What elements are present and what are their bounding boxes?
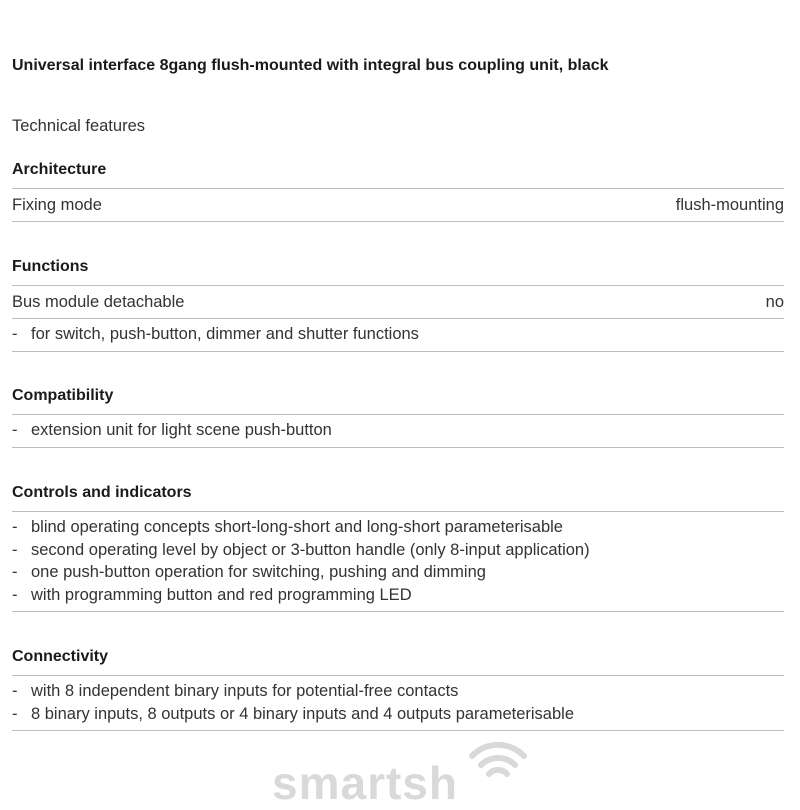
section-heading: Compatibility	[12, 384, 784, 415]
list-item	[12, 680, 784, 703]
property-label: Fixing mode	[12, 195, 102, 214]
bullet-marker: -	[12, 325, 18, 343]
section-compatibility	[12, 384, 784, 448]
property-label: Bus module detachable	[12, 292, 185, 311]
bullet-list	[12, 319, 784, 352]
bullet-marker: -	[12, 563, 18, 581]
list-item	[12, 539, 784, 562]
bullet-marker: -	[12, 682, 18, 700]
technical-features-label: Technical features	[12, 117, 145, 135]
section-heading: Architecture	[12, 158, 784, 189]
list-item	[12, 516, 784, 539]
bullet-text: 8 binary inputs, 8 outputs or 4 binary inputs and 4 outputs parameterisable	[31, 704, 575, 723]
watermark-text: smartsh	[272, 757, 458, 809]
list-item	[12, 561, 784, 584]
bullet-text: one push-button operation for switching, pushing and dimming	[31, 563, 486, 581]
bullet-list	[12, 676, 784, 731]
bullet-text: with programming button and red programming LED	[31, 585, 412, 604]
property-row-bus-module-detachable	[12, 286, 784, 319]
bullet-marker: -	[12, 540, 18, 559]
bullet-marker: -	[12, 585, 18, 604]
product-title: Universal interface 8gang flush-mounted with integral bus coupling unit, black	[12, 57, 609, 74]
bullet-text: extension unit for light scene push-button	[31, 421, 332, 439]
watermark-logo	[272, 738, 532, 809]
property-value: flush-mounting	[675, 195, 784, 214]
section-heading: Functions	[12, 255, 784, 286]
bullet-text: with 8 independent binary inputs for potential-free contacts	[31, 682, 459, 700]
bullet-text: for switch, push-button, dimmer and shutter functions	[31, 325, 419, 343]
bullet-list	[12, 415, 784, 448]
property-row-fixing-mode	[12, 189, 784, 222]
bullet-text: second operating level by object or 3-button handle (only 8-input application)	[31, 540, 590, 559]
property-value: no	[765, 292, 784, 311]
list-item	[12, 419, 784, 442]
bullet-marker: -	[12, 704, 18, 723]
list-item	[12, 323, 784, 346]
bullet-list	[12, 512, 784, 612]
bullet-marker: -	[12, 421, 18, 439]
list-item	[12, 703, 784, 726]
section-heading: Connectivity	[12, 645, 784, 676]
wifi-icon	[468, 738, 528, 782]
section-heading: Controls and indicators	[12, 481, 784, 512]
bullet-text: blind operating concepts short-long-short and long-short parameterisable	[31, 518, 563, 536]
list-item	[12, 584, 784, 607]
section-connectivity	[12, 645, 784, 731]
section-controls-and-indicators	[12, 481, 784, 612]
section-architecture	[12, 158, 784, 222]
section-functions	[12, 255, 784, 352]
bullet-marker: -	[12, 518, 18, 536]
